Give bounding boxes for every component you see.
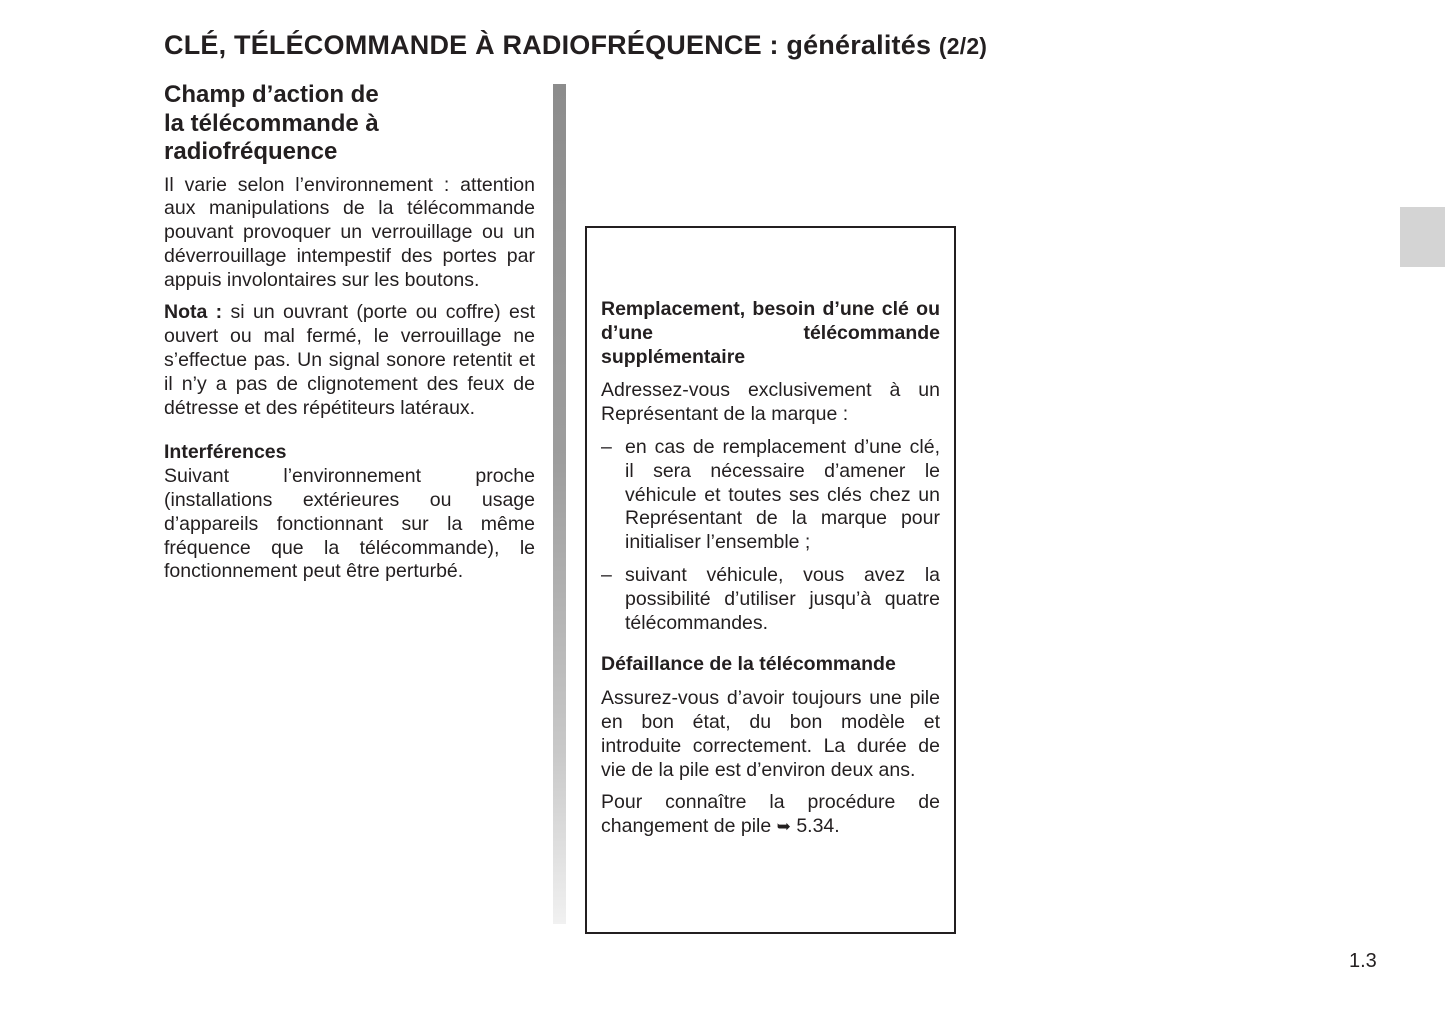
section-heading-line: radiofréquence <box>164 138 338 165</box>
info-box <box>585 226 956 934</box>
nota-text: si un ouvrant (porte ou coffre) est ouvert ou mal fermé, le verrouillage ne s’effectue pas. Un signal sonore retentit et il n’y a pas de clignotement des feux de détresse et des répétiteurs latéraux. <box>164 301 536 419</box>
list-item <box>601 436 940 555</box>
dash-bullet: – <box>601 435 612 458</box>
battery-procedure-text: Pour connaître la procédure de changement de pile <box>601 791 940 838</box>
page-title <box>164 30 1164 61</box>
nota-paragraph <box>164 301 535 420</box>
failure-heading: Défaillance de la télécommande <box>601 653 896 676</box>
page-number: 1.3 <box>1349 950 1377 972</box>
section-heading <box>164 81 535 167</box>
interferences-heading: Interférences <box>164 441 287 464</box>
list-item-text: en cas de remplacement d’une clé, il sera nécessaire d’amener le véhicule et toutes ses clés chez un Représentant de la marque pour initialiser l’ensemble ; <box>625 435 940 554</box>
range-paragraph: Il varie selon l’environnement : attention aux manipulations de la télécommande pouvant provoquer un verrouillage ou un déverrouillage intempestif des portes par appuis involontaires sur les boutons. <box>164 173 535 291</box>
page-title-suffix: (2/2) <box>938 33 988 59</box>
failure-paragraph: Assurez-vous d’avoir toujours une pile en bon état, du bon modèle et introduite correctement. La durée de vie de la pile est d’environ deux ans. <box>601 687 940 781</box>
column-divider-bar <box>553 84 566 924</box>
left-column <box>164 81 535 584</box>
page-title-main: CLÉ, TÉLÉCOMMANDE À RADIOFRÉQUENCE : généralités <box>164 30 932 60</box>
battery-procedure-paragraph <box>601 791 940 839</box>
page-reference: 5.34. <box>796 815 840 838</box>
replacement-paragraph: Adressez-vous exclusivement à un Représentant de la marque : <box>601 379 940 426</box>
dash-bullet: – <box>601 563 612 586</box>
chapter-tab-marker <box>1400 207 1445 267</box>
replacement-list <box>601 436 940 635</box>
replacement-heading: Remplacement, besoin d’une clé ou d’une télécommande supplémentaire <box>601 298 940 368</box>
section-heading-line: la télécommande à <box>164 109 379 137</box>
nota-label: Nota : <box>164 301 223 324</box>
info-box-content <box>601 298 940 839</box>
list-item <box>601 564 940 635</box>
arrow-reference-icon: ➥ <box>776 817 791 837</box>
interferences-paragraph: Suivant l’environnement proche (installations extérieures ou usage d’appareils fonctionnant sur la même fréquence que la télécommande), le fonctionnement peut être perturbé. <box>164 465 535 583</box>
section-heading-line: Champ d’action de <box>164 81 379 108</box>
list-item-text: suivant véhicule, vous avez la possibilité d’utiliser jusqu’à quatre télécommandes. <box>625 563 940 634</box>
